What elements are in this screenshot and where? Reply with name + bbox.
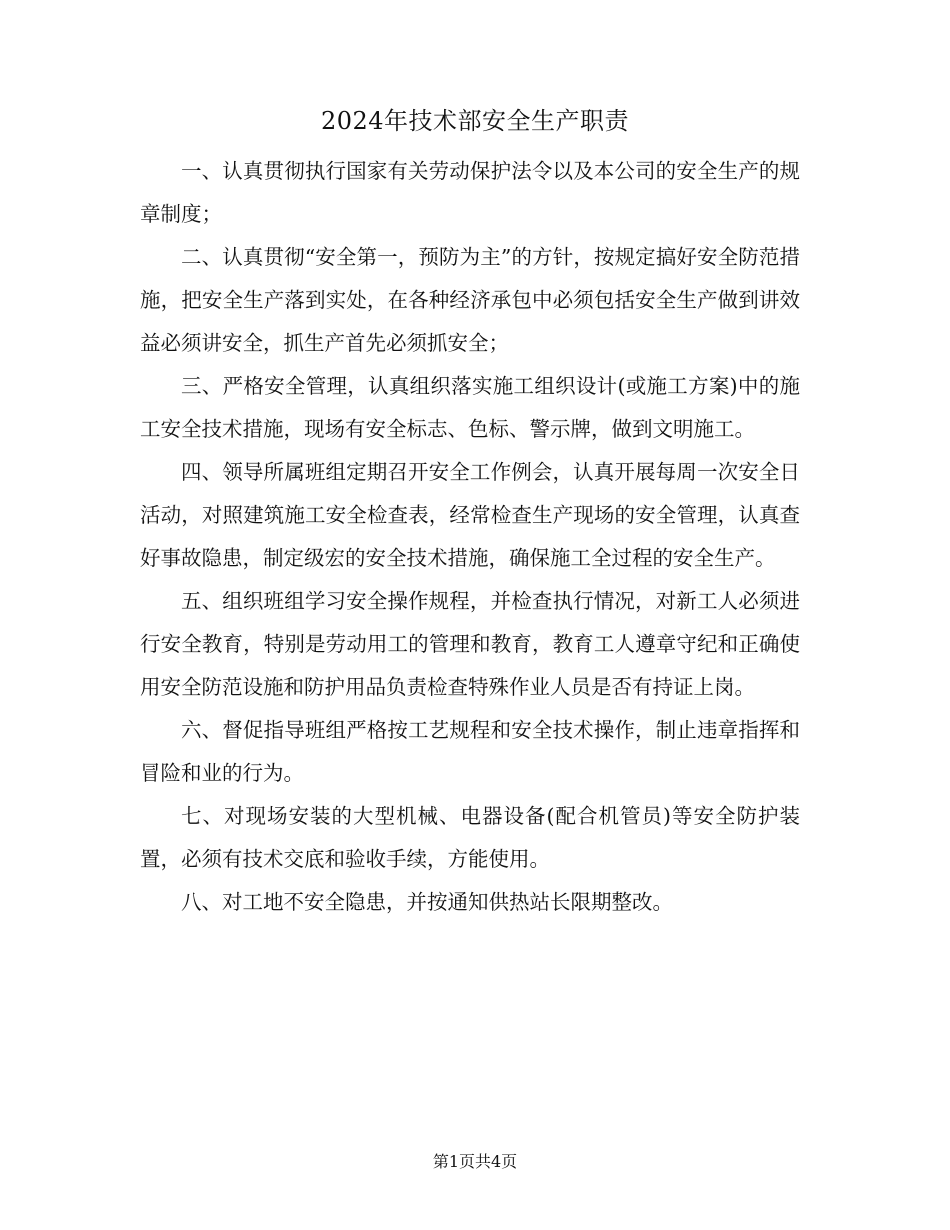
paragraph-7: 七、对现场安装的大型机械、电器设备(配合机管员)等安全防护装置，必须有技术交底和验收手续，方能使用。	[140, 804, 800, 871]
page-number-footer: 第1页共4页	[432, 1152, 518, 1171]
document-body	[140, 150, 800, 924]
paragraph-3: 三、严格安全管理，认真组织落实施工组织设计(或施工方案)中的施工安全技术措施，现场有安全标志、色标、警示牌，做到文明施工。	[140, 374, 800, 441]
paragraph-4: 四、领导所属班组定期召开安全工作例会，认真开展每周一次安全日活动，对照建筑施工安全检查表，经常检查生产现场的安全管理，认真查好事故隐患，制定级宏的安全技术措施，确保施工全过程的安全生产。	[140, 460, 800, 570]
document-title: 2024年技术部安全生产职责	[320, 107, 630, 135]
paragraph-8: 八、对工地不安全隐患，并按通知供热站长限期整改。	[181, 890, 673, 914]
paragraph-2: 二、认真贯彻“安全第一，预防为主”的方针，按规定搞好安全防范措施，把安全生产落到实处，在各种经济承包中必须包括安全生产做到讲效益必须讲安全，抓生产首先必须抓安全；	[140, 245, 800, 355]
paragraph-6: 六、督促指导班组严格按工艺规程和安全技术操作，制止违章指挥和冒险和业的行为。	[140, 718, 800, 785]
paragraph-5: 五、组织班组学习安全操作规程，并检查执行情况，对新工人必须进行安全教育，特别是劳动用工的管理和教育，教育工人遵章守纪和正确使用安全防范设施和防护用品负责检查特殊作业人员是否有持证上岗。	[140, 589, 800, 699]
paragraph-1: 一、认真贯彻执行国家有关劳动保护法令以及本公司的安全生产的规章制度；	[140, 159, 800, 226]
